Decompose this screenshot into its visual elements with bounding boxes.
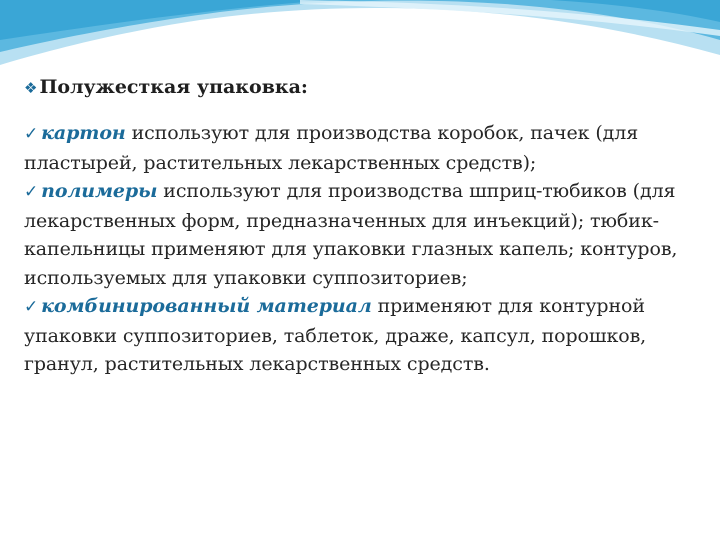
term-label: картон	[41, 122, 126, 144]
checkmark-icon: ✓	[24, 124, 39, 144]
checkmark-icon: ✓	[24, 182, 39, 202]
list-item	[24, 292, 714, 379]
checkmark-icon: ✓	[24, 297, 39, 317]
term-label: комбинированный материал	[41, 295, 372, 317]
diamond-bullet-icon: ❖	[24, 79, 38, 97]
item-text: применяют для контурной упаковки суппозиториев, таблеток, драже, капсул, порошков, гранул, растительных лекарственных средств.	[24, 295, 647, 375]
item-text: используют для производства коробок, пачек (для пластырей, растительных лекарственных средств);	[24, 122, 639, 174]
item-text: используют для производства шприц-тюбиков (для лекарственных форм, предназначенных для инъекций); тюбик-капельницы применяют для упаковки глазных капель; контуров, используемых для упаковки суппозиториев;	[24, 180, 678, 289]
header-wave-decoration	[0, 0, 720, 80]
list-item	[24, 177, 714, 292]
slide-content	[24, 74, 714, 379]
section-heading	[24, 74, 714, 101]
list-item	[24, 119, 714, 177]
term-label: полимеры	[41, 180, 158, 202]
heading-text: Полужесткая упаковка:	[39, 76, 308, 98]
